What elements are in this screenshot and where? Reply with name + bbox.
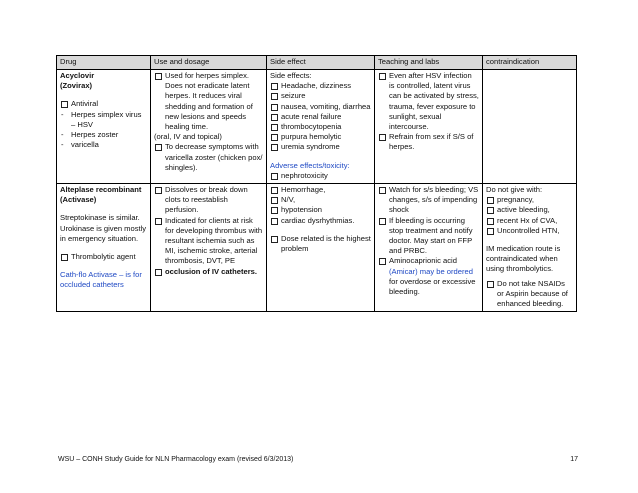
cell-drug: [57, 70, 151, 184]
cell-side-effect: [267, 184, 375, 312]
cell-side-effect: [267, 70, 375, 184]
list-item: - varicella: [60, 140, 147, 150]
list-item: hypotension: [270, 205, 371, 215]
cell-drug: [57, 184, 151, 312]
drug-class: Antiviral: [60, 99, 147, 109]
list-item: uremia syndrome: [270, 142, 371, 152]
page-number: 17: [570, 456, 578, 463]
header-use-dosage: Use and dosage: [151, 56, 267, 70]
list-item: recent Hx of CVA,: [486, 216, 573, 226]
header-side-effect: Side effect: [267, 56, 375, 70]
document-page: [56, 55, 576, 312]
header-teaching-labs: Teaching and labs: [375, 56, 483, 70]
list-item: - Herpes simplex virus – HSV: [60, 110, 147, 130]
list-item: Dose related is the highest problem: [270, 234, 371, 254]
header-drug: Drug: [57, 56, 151, 70]
amicar-link: (Amicar) may be ordered: [389, 266, 473, 276]
route-text: (oral, IV and topical): [154, 132, 222, 142]
drug-brand: (Activase): [60, 195, 97, 205]
cell-contraindication: [483, 184, 577, 312]
list-item: occlusion of IV catheters.: [154, 267, 263, 277]
cell-use: [151, 184, 267, 312]
drug-table: [56, 55, 577, 312]
list-item: Watch for s/s bleeding; VS changes, s/s of impending shock: [378, 185, 479, 216]
amicar-tail: for overdose or excessive bleeding.: [389, 276, 476, 297]
table-row: [57, 70, 577, 184]
list-item: To decrease symptoms with varicella zoster (chicken pox/ shingles).: [154, 142, 263, 173]
header-row: [57, 56, 577, 70]
drug-note: Streptokinase is similar. Urokinase is given mostly in emergency situation.: [60, 213, 147, 243]
drug-class: Thrombolytic agent: [60, 252, 147, 262]
drug-name: Alteplase recombinant: [60, 185, 142, 195]
cell-teaching: [375, 70, 483, 184]
list-item: active bleeding,: [486, 205, 573, 215]
cathflo-note: Cath-flo Activase – is for occluded catheters: [60, 270, 142, 290]
list-item: thrombocytopenia: [270, 122, 371, 132]
page-footer: [58, 456, 578, 463]
list-item: N/V,: [270, 195, 371, 205]
list-item: Refrain from sex if S/S of herpes.: [378, 132, 479, 152]
amicar-text: Aminocaprionic acid: [389, 256, 457, 266]
list-item: Uncontrolled HTN,: [486, 226, 573, 236]
list-item: nausea, vomiting, diarrhea: [270, 102, 371, 112]
cell-contraindication: [483, 70, 577, 184]
cell-teaching: [375, 184, 483, 312]
list-item: purpura hemolytic: [270, 132, 371, 142]
list-item: If bleeding is occurring stop treatment and notify doctor. May start on FFP and PRBC.: [378, 216, 479, 257]
list-item: Headache, dizziness: [270, 81, 371, 91]
list-item: Indicated for clients at risk for developing thrombus with resultant ischemia such as MI, ischemic stroke, arterial thrombosis, DVT, PE: [154, 216, 263, 267]
list-item: cardiac dysrhythmias.: [270, 216, 371, 226]
im-note: IM medication route is contraindicated when using thrombolytics.: [486, 244, 561, 274]
list-item: Even after HSV infection is controlled, latent virus can be activated by stress, trauma, fever exposure to sunlight, sexual intercourse.: [378, 71, 479, 132]
list-item: pregnancy,: [486, 195, 573, 205]
table-row: [57, 184, 577, 312]
drug-name: Acyclovir: [60, 71, 95, 80]
list-item: Do not take NSAIDs or Aspirin because of enhanced bleeding.: [486, 279, 573, 310]
list-item: acute renal failure: [270, 112, 371, 122]
cell-use: [151, 70, 267, 184]
list-item: Used for herpes simplex. Does not eradicate latent herpes. It reduces viral shedding and formation of new lesions and speeds healing time.: [154, 71, 263, 132]
footer-title: WSU – CONH Study Guide for NLN Pharmacology exam (revised 6/3/2013): [58, 456, 294, 463]
list-item: [378, 256, 479, 297]
side-effects-title: Side effects:: [270, 71, 312, 80]
header-contraindication: contraindication: [483, 56, 577, 70]
list-item: seizure: [270, 91, 371, 101]
list-item: Dissolves or break down clots to reestablish perfusion.: [154, 185, 263, 216]
list-item: Hemorrhage,: [270, 185, 371, 195]
adverse-effects-title: Adverse effects/toxicity:: [270, 160, 350, 170]
contra-title: Do not give with:: [486, 185, 543, 195]
list-item: - Herpes zoster: [60, 130, 147, 140]
drug-brand: (Zovirax): [60, 81, 93, 91]
list-item: nephrotoxicity: [270, 171, 371, 181]
